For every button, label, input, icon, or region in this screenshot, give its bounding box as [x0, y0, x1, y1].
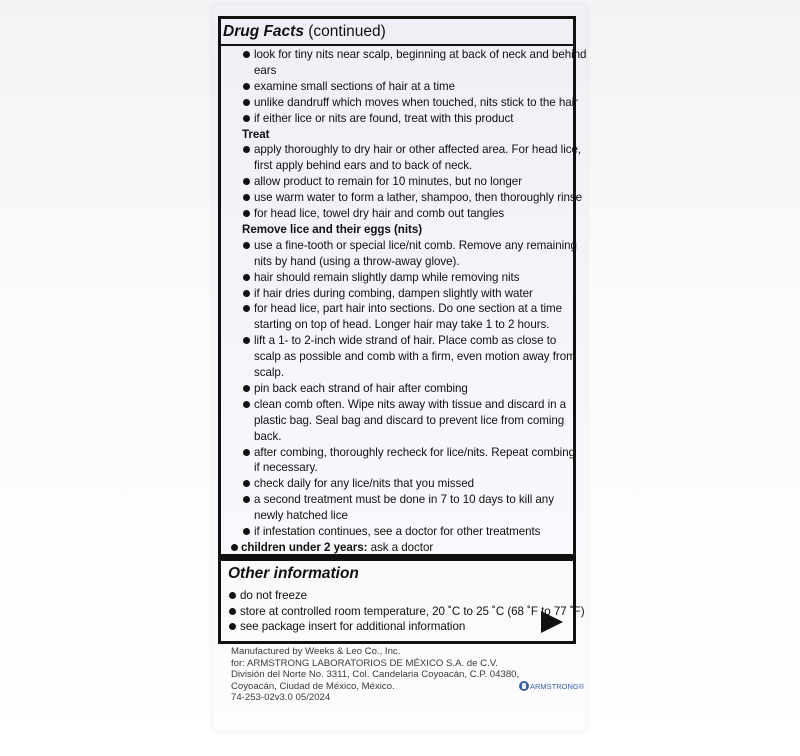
children-warning: children under 2 years: ask a doctor	[241, 540, 434, 554]
title-divider	[221, 44, 573, 46]
drug-facts-title: Drug Facts (continued)	[223, 23, 386, 40]
other-information-title: Other information	[228, 565, 359, 582]
direction-line: if necessary.	[254, 461, 318, 475]
direction-line: starting on top of head. Longer hair may take 1 to 2 hours.	[254, 318, 550, 332]
footer-line: Coyoacán, Ciudad de México, México.	[231, 680, 395, 692]
bullet-icon	[243, 385, 250, 392]
direction-line: for head lice, towel dry hair and comb out tangles	[254, 207, 505, 220]
direction-line: allow product to remain for 10 minutes, but no longer	[254, 175, 523, 189]
section-heading: Treat	[242, 127, 270, 141]
footer-line: for: ARMSTRONG LABORATORIOS DE MÉXICO S.A. de C.V.	[231, 657, 498, 669]
footer-line: Manufactured by Weeks & Leo Co., Inc.	[231, 646, 401, 657]
other-information-item: do not freeze	[240, 589, 308, 602]
direction-line: for head lice, part hair into sections. Do one section at a time	[254, 302, 563, 316]
bullet-icon	[243, 115, 250, 122]
play-arrow-icon	[541, 611, 563, 633]
direction-line: scalp.	[254, 366, 284, 379]
direction-line: unlike dandruff which moves when touched, nits stick to the hair	[254, 95, 578, 109]
other-information-item: store at controlled room temperature, 20 ˚C to 25 ˚C (68 ˚F to 77 ˚F)	[240, 604, 585, 618]
bullet-icon	[243, 337, 250, 344]
bullet-icon	[243, 305, 250, 312]
bullet-icon	[243, 496, 250, 503]
other-information-panel	[218, 557, 585, 644]
direction-line: if infestation continues, see a doctor for other treatments	[254, 525, 541, 538]
bullet-icon	[243, 83, 250, 90]
footer-line: División del Norte No. 3311, Col. Candelaria Coyoacán, C.P. 04380,	[231, 669, 520, 681]
direction-line: after combing, thoroughly recheck for lice/nits. Repeat combing	[254, 445, 575, 459]
bullet-icon	[243, 449, 250, 456]
drug-facts-label	[213, 5, 586, 731]
direction-line: if hair dries during combing, dampen slightly with water	[254, 286, 533, 300]
bullet-icon	[243, 146, 250, 153]
bullet-icon	[243, 274, 250, 281]
bullet-icon	[243, 401, 250, 408]
direction-line: if either lice or nits are found, treat with this product	[254, 111, 514, 125]
direction-line: plastic bag. Seal bag and discard to prevent lice from coming	[254, 413, 565, 427]
direction-line: hair should remain slightly damp while removing nits	[254, 270, 520, 284]
direction-line: pin back each strand of hair after combing	[254, 381, 468, 395]
bullet-icon	[243, 480, 250, 487]
direction-line: use warm water to form a lather, shampoo, then thoroughly rinse	[254, 191, 583, 205]
bullet-icon	[243, 194, 250, 201]
bullet-icon	[229, 623, 236, 630]
bullet-icon	[243, 210, 250, 217]
armstrong-logo: ARMSTRONG®	[519, 681, 584, 691]
direction-line: examine small sections of hair at a time	[254, 79, 455, 93]
direction-line: check daily for any lice/nits that you missed	[254, 477, 475, 491]
bullet-icon	[243, 51, 250, 58]
armstrong-logo-icon	[519, 681, 529, 691]
direction-line: back.	[254, 429, 282, 443]
other-information-item: see package insert for additional information	[240, 620, 466, 633]
bullet-icon	[243, 178, 250, 185]
direction-line: use a fine-tooth or special lice/nit comb. Remove any remaining	[254, 238, 577, 252]
direction-line: ears	[254, 63, 277, 77]
direction-line: a second treatment must be done in 7 to 10 days to kill any	[254, 493, 554, 507]
direction-line: newly hatched lice	[254, 509, 348, 523]
bullet-icon	[243, 528, 250, 535]
direction-line: lift a 1- to 2-inch wide strand of hair. Place comb as close to	[254, 334, 557, 348]
direction-line: apply thoroughly to dry hair or other affected area. For head lice,	[254, 143, 582, 157]
direction-line: first apply behind ears and to back of neck.	[254, 159, 473, 173]
bullet-icon	[229, 592, 236, 599]
bullet-icon	[229, 608, 236, 615]
direction-line: scalp as possible and comb with a firm, even motion away from	[254, 350, 576, 364]
direction-line: clean comb often. Wipe nits away with tissue and discard in a	[254, 397, 567, 411]
bullet-icon	[243, 290, 250, 297]
section-heading: Remove lice and their eggs (nits)	[242, 222, 423, 236]
direction-line: look for tiny nits near scalp, beginning at back of neck and behind	[254, 48, 587, 61]
bullet-icon	[231, 544, 238, 551]
bullet-icon	[243, 99, 250, 106]
bullet-icon	[243, 242, 250, 249]
drug-facts-panel	[218, 16, 587, 557]
direction-line: nits by hand (using a throw-away glove).	[254, 254, 460, 268]
footer-line: 74-253-02v3.0 05/2024	[231, 692, 331, 704]
